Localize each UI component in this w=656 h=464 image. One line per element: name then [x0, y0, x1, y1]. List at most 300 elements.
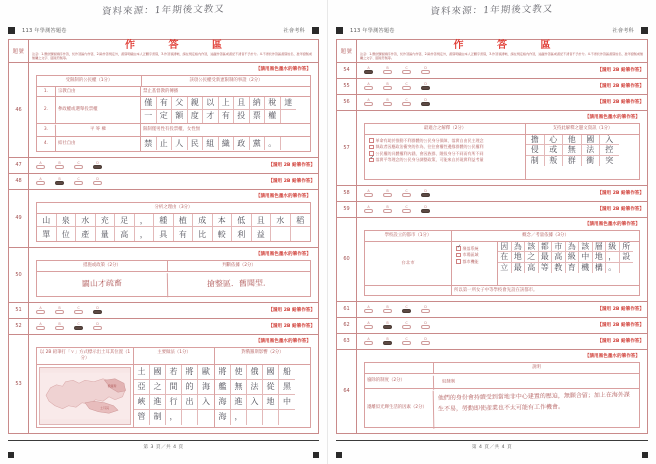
handwriting-cell [247, 410, 263, 425]
bubble-group-56[interactable] [364, 98, 430, 106]
checkbox-empty-icon[interactable] [456, 253, 461, 258]
handwriting-cell: 他 [563, 135, 582, 146]
bubble-group-52[interactable] [36, 322, 102, 330]
handwriting-cell: 控 [600, 145, 619, 156]
handwriting-cell: 位 [57, 227, 77, 241]
handwriting-cell: 才 [203, 110, 219, 123]
bubble-oval[interactable] [421, 102, 430, 106]
handwriting-line [37, 227, 310, 241]
bubble-oval[interactable] [36, 165, 45, 169]
bubble-label: B [386, 305, 389, 310]
bubble-option-b[interactable] [383, 189, 392, 197]
bubble-option-d[interactable] [93, 306, 102, 314]
handwriting-cell: 水 [76, 214, 96, 228]
q60-options[interactable] [451, 242, 497, 285]
bubble-group-47[interactable] [36, 161, 102, 169]
bubble-option-b[interactable] [55, 306, 64, 314]
bubble-label: A [367, 82, 370, 87]
handwriting-cell: 船 [279, 365, 295, 380]
bubble-option-d[interactable] [93, 177, 102, 185]
bubble-oval[interactable] [421, 193, 430, 197]
bubble-label: B [58, 306, 61, 311]
pen-instruction-2b: 【請用 2B 鉛筆作答】 [597, 323, 644, 329]
bubble-label: A [367, 337, 370, 342]
handwriting-line [215, 365, 295, 380]
handwriting-cell: 投 [234, 110, 250, 123]
handwriting-cell: 立 [498, 263, 512, 274]
bubble-option-a[interactable] [364, 82, 373, 90]
registration-mark-icon [641, 27, 648, 34]
handwritten-source-note: 資料來源：1年期後文教又 [101, 3, 226, 18]
handwriting-line [215, 410, 295, 425]
bubble-option-d[interactable] [421, 305, 430, 313]
bubble-label: C [405, 305, 408, 310]
question-row-46 [9, 63, 318, 158]
handwriting-cell [279, 410, 295, 425]
answer-instructions: 注意：1.應依題號順序作答，於作答區內作答，2.除作答規定外，畫寫明確由本人正體字書寫，3.作答須清晰，請在規定格內作答，逾越作答區或畫記不清者不予計分。4.不得於作答區畫寫姓名、准考證號或無關之文字、圖案符號等。 [32, 52, 312, 61]
bubble-oval[interactable] [74, 326, 83, 330]
footer-divider [336, 440, 648, 442]
bubble-label: C [405, 66, 408, 71]
bubble-option-c[interactable] [74, 177, 83, 185]
pen-instruction-2b: 【請用 2B 鉛筆作答】 [268, 163, 315, 169]
pen-instruction-black: 【請用黑色墨水的筆作答】 [255, 251, 311, 257]
bubble-oval[interactable] [402, 341, 411, 345]
checkbox-label: 執政者因應政治衝突的作為，往往會權性邊緣群體的公民權利 [375, 144, 484, 150]
bubble-oval[interactable] [402, 193, 411, 197]
handwriting-cell: 侵 [526, 145, 545, 156]
bubble-option-a[interactable] [36, 161, 45, 169]
bubble-option-a[interactable] [364, 205, 373, 213]
bubble-option-c[interactable] [402, 305, 411, 313]
bubble-label: D [424, 66, 427, 71]
bubble-oval[interactable] [364, 193, 373, 197]
question-number: 57 [337, 111, 357, 185]
handwriting-cell: 為 [566, 242, 580, 253]
bubble-option-d[interactable] [421, 66, 430, 74]
handwriting-cell: 益 [252, 227, 272, 241]
bubble-oval[interactable] [93, 326, 102, 330]
bubble-option-d[interactable] [421, 321, 430, 329]
handwriting-cell: 度 [188, 110, 204, 123]
checkbox-option[interactable] [456, 246, 493, 251]
bubble-option-c[interactable] [74, 161, 83, 169]
bubble-oval[interactable] [36, 181, 45, 185]
handwriting-cell: 間 [166, 380, 182, 395]
bubble-label: B [58, 161, 61, 166]
bubble-option-a[interactable] [364, 98, 373, 106]
row-index: 4. [43, 140, 49, 146]
row-right-handwriting: 平 等 權 [55, 123, 140, 136]
handwriting-cell: 利 [232, 227, 252, 241]
bubble-oval[interactable] [383, 86, 392, 90]
bubble-oval[interactable] [55, 326, 64, 330]
handwriting-cell: 在 [498, 252, 512, 263]
q60-col-header-city: 學校設立的都市（1分） [384, 232, 432, 238]
handwriting-cell: 地 [512, 252, 526, 263]
page-number-left: 第 3 頁／共 4 頁 [143, 445, 184, 450]
bubble-option-b[interactable] [383, 82, 392, 90]
bubble-oval[interactable] [383, 102, 392, 106]
handwriting-cell: 水 [271, 214, 291, 228]
bubble-option-c[interactable] [402, 321, 411, 329]
bubble-oval[interactable] [55, 181, 64, 185]
bubble-label: C [405, 189, 408, 194]
q50-answer-measure: 闢山才疏畜 [81, 278, 123, 289]
bubble-oval[interactable] [36, 326, 45, 330]
bubble-oval[interactable] [93, 310, 102, 314]
q57-options[interactable] [365, 135, 525, 179]
handwriting-cell [291, 227, 311, 241]
handwriting-cell: 歐 [198, 365, 214, 380]
bubble-option-b[interactable] [55, 161, 64, 169]
bubble-option-b[interactable] [55, 322, 64, 330]
q60-col-header-concept: 概念／考量依據（3分） [451, 231, 639, 241]
bubble-oval[interactable] [74, 310, 83, 314]
bubble-label: B [58, 177, 61, 182]
bubble-group-58[interactable] [364, 189, 430, 197]
question-number: 51 [9, 303, 29, 318]
handwriting-cell: 因 [498, 242, 512, 253]
bubble-option-a[interactable] [364, 305, 373, 313]
handwriting-cell [281, 110, 297, 123]
bubble-option-d[interactable] [93, 161, 102, 169]
bubble-label: A [367, 189, 370, 194]
bubble-option-c[interactable] [402, 66, 411, 74]
handwriting-line [141, 97, 296, 110]
bubble-oval[interactable] [55, 310, 64, 314]
bubble-option-c[interactable] [402, 98, 411, 106]
question-number: 50 [9, 248, 29, 302]
handwriting-cell: 額 [172, 110, 188, 123]
handwriting-cell: 較 [213, 227, 233, 241]
checkbox-option[interactable] [369, 138, 521, 143]
handwriting-cell: ， [166, 410, 182, 425]
handwriting-cell: 海 [198, 380, 214, 395]
checkbox-checked-icon[interactable] [369, 158, 374, 163]
bubble-oval[interactable] [421, 70, 430, 74]
pen-instruction-2b: 【請用 2B 鉛筆作答】 [597, 339, 644, 345]
pen-instruction-black: 【請用黑色墨水的筆作答】 [584, 114, 640, 120]
checkbox-empty-icon[interactable] [369, 145, 374, 150]
bubble-oval[interactable] [383, 209, 392, 213]
svg-text:土耳其: 土耳其 [99, 405, 110, 410]
bubble-oval[interactable] [421, 309, 430, 313]
pen-instruction-2b: 【請用 2B 鉛筆作答】 [597, 84, 644, 90]
handwriting-cell: 泉 [57, 214, 77, 228]
bubble-option-c[interactable] [74, 322, 83, 330]
bubble-label: C [77, 322, 80, 327]
bubble-group-54[interactable] [364, 66, 430, 74]
bubble-group-61[interactable] [364, 305, 430, 313]
bubble-oval[interactable] [383, 70, 392, 74]
bubble-oval[interactable] [364, 209, 373, 213]
bubble-option-c[interactable] [402, 189, 411, 197]
bubble-option-d[interactable] [93, 322, 102, 330]
question-number: 58 [337, 186, 357, 201]
bubble-oval[interactable] [364, 309, 373, 313]
bubble-oval[interactable] [383, 325, 392, 329]
bubble-label: D [424, 82, 427, 87]
footer-divider [8, 440, 319, 442]
handwriting-cell: 上 [219, 97, 235, 110]
answer-zone-title: 作 答 區 [453, 40, 566, 51]
pen-instruction-2b: 【請用 2B 鉛筆作答】 [268, 308, 315, 314]
bubble-group-51[interactable] [36, 306, 102, 314]
bubble-oval[interactable] [364, 102, 373, 106]
handwriting-cell: 之 [150, 380, 166, 395]
bubble-oval[interactable] [55, 165, 64, 169]
bubble-label: A [367, 205, 370, 210]
handwriting-line [498, 252, 633, 263]
bubble-label: A [39, 322, 42, 327]
bubble-oval[interactable] [364, 325, 373, 329]
question-number: 55 [337, 79, 357, 94]
handwriting-cell: 高 [525, 263, 539, 274]
checkbox-checked-icon[interactable] [456, 246, 461, 251]
bubble-oval[interactable] [402, 70, 411, 74]
bubble-label: A [367, 321, 370, 326]
bubble-oval[interactable] [402, 309, 411, 313]
handwriting-cell: 有 [157, 97, 173, 110]
handwriting-cell: 育 [566, 263, 580, 274]
bubble-oval[interactable] [421, 341, 430, 345]
bubble-oval[interactable] [402, 86, 411, 90]
bubble-option-a[interactable] [364, 189, 373, 197]
handwriting-cell: 國 [150, 365, 166, 380]
europe-turkey-map-icon[interactable] [39, 367, 131, 425]
handwritten-source-note: 資料來源：1年期後文教又 [430, 3, 554, 18]
q57-table [364, 123, 640, 180]
q50-answer-basis: 搶整區．舊聞型． [167, 271, 310, 297]
question-number-header: 題號 [337, 40, 357, 62]
q57-answer-grid [525, 135, 639, 179]
handwriting-line [498, 263, 633, 274]
bubble-oval[interactable] [364, 341, 373, 345]
bubble-group-55[interactable] [364, 82, 430, 90]
question-row-58 [337, 186, 647, 202]
q60-table [364, 230, 640, 296]
bubble-label: A [39, 306, 42, 311]
handwriting-cell: ， [135, 227, 155, 241]
bubble-option-d[interactable] [421, 337, 430, 345]
pen-instruction-black: 【請用黑色墨水的筆作答】 [255, 66, 311, 72]
answer-table-header [337, 40, 647, 63]
bubble-option-d[interactable] [421, 189, 430, 197]
question-number: 47 [9, 158, 29, 173]
handwriting-cell: 心 [545, 135, 564, 146]
checkbox-option[interactable] [369, 144, 521, 149]
handwriting-cell: 入 [247, 395, 263, 410]
q46-table [36, 75, 311, 152]
handwriting-line [134, 410, 214, 425]
q57-col-header-explain: 最適合之解釋（2分） [423, 125, 467, 131]
handwriting-line [134, 380, 214, 395]
handwriting-cell: 政 [234, 137, 250, 151]
handwriting-cell: 入 [198, 395, 214, 410]
bubble-option-a[interactable] [364, 321, 373, 329]
bubble-label: D [96, 306, 99, 311]
bubble-label: A [39, 177, 42, 182]
handwriting-cell: 權 [265, 110, 281, 123]
bubble-option-c[interactable] [402, 337, 411, 345]
bubble-option-b[interactable] [55, 177, 64, 185]
bubble-group-63[interactable] [364, 337, 430, 345]
question-row-51 [9, 303, 318, 319]
bubble-option-b[interactable] [383, 337, 392, 345]
handwriting-cell: 海 [215, 395, 231, 410]
bubble-group-48[interactable] [36, 177, 102, 185]
bubble-oval[interactable] [383, 193, 392, 197]
q46-col-header-right: 受限制的公民權（1分） [65, 77, 113, 83]
bubble-option-c[interactable] [402, 205, 411, 213]
handwriting-line [215, 395, 295, 410]
bubble-group-59[interactable] [364, 205, 430, 213]
handwriting-cell: 單 [37, 227, 57, 241]
answer-zone-title: 作 答 區 [125, 40, 237, 51]
checkbox-option[interactable] [369, 151, 521, 156]
bubble-oval[interactable] [93, 181, 102, 185]
page-header-left [8, 24, 319, 36]
checkbox-empty-icon[interactable] [456, 259, 461, 264]
bubble-option-c[interactable] [74, 306, 83, 314]
handwriting-cell: 設 [620, 252, 634, 263]
bubble-option-b[interactable] [383, 205, 392, 213]
question-number: 60 [337, 218, 357, 301]
handwriting-cell: 組 [203, 137, 219, 151]
bubble-label: D [424, 321, 427, 326]
handwriting-cell: 比 [193, 227, 213, 241]
pen-instruction-2b: 【請用 2B 鉛筆作答】 [597, 191, 644, 197]
handwriting-cell: 山 [37, 214, 57, 228]
answer-table-right [336, 39, 648, 434]
q46-row-4 [37, 137, 310, 151]
bubble-option-a[interactable] [36, 306, 45, 314]
handwriting-cell: 管 [134, 410, 150, 425]
handwriting-cell: 定 [157, 110, 173, 123]
bubble-label: A [367, 98, 370, 103]
bubble-option-a[interactable] [36, 177, 45, 185]
bubble-label: D [424, 98, 427, 103]
bubble-oval[interactable] [74, 181, 83, 185]
checkbox-label: 革命有助於推動不利群體的公民身分保障，落實自由民主理念 [375, 137, 484, 143]
handwriting-cell: ， [606, 252, 620, 263]
handwriting-cell: 僅 [141, 97, 157, 110]
page-header-right [336, 24, 648, 36]
bubble-oval[interactable] [36, 310, 45, 314]
handwriting-cell: 止 [157, 137, 173, 151]
bubble-oval[interactable] [421, 209, 430, 213]
q53-map-cell[interactable] [37, 365, 133, 427]
bubble-option-b[interactable] [383, 321, 392, 329]
checkbox-option[interactable] [369, 157, 521, 162]
handwriting-cell: 使 [231, 365, 247, 380]
handwriting-cell: 地 [593, 252, 607, 263]
bubble-label: B [386, 66, 389, 71]
question-number: 63 [337, 334, 357, 349]
bubble-label: D [424, 189, 427, 194]
bubble-option-b[interactable] [383, 66, 392, 74]
bubble-oval[interactable] [74, 165, 83, 169]
handwriting-cell: 市 [552, 242, 566, 253]
bubble-oval[interactable] [402, 209, 411, 213]
question-row-47 [9, 158, 318, 174]
bubble-oval[interactable] [421, 325, 430, 329]
row-index: 3. [43, 126, 49, 132]
bubble-oval[interactable] [93, 165, 102, 169]
row-evidence-printed: 禁止基督教的傳播 [140, 87, 310, 96]
bubble-option-a[interactable] [364, 66, 373, 74]
question-row-63 [337, 334, 647, 350]
bubble-option-d[interactable] [421, 82, 430, 90]
bubble-label: A [367, 66, 370, 71]
svg-text:俄羅斯: 俄羅斯 [107, 383, 117, 388]
handwriting-cell: 成 [193, 214, 213, 228]
q50-col-header-measure: 措施或政策（2分） [83, 262, 121, 268]
handwriting-cell: 衝 [582, 156, 601, 167]
bubble-label: B [386, 82, 389, 87]
handwriting-cell [620, 263, 634, 274]
checkbox-empty-icon[interactable] [369, 138, 374, 143]
checkbox-option[interactable] [456, 259, 493, 264]
handwriting-line [37, 214, 310, 228]
bubble-group-62[interactable] [364, 321, 430, 329]
handwriting-cell [271, 227, 291, 241]
bubble-oval[interactable] [421, 86, 430, 90]
bubble-label: C [405, 82, 408, 87]
bubble-oval[interactable] [383, 309, 392, 313]
answer-table-header [9, 40, 318, 63]
checkbox-option[interactable] [456, 252, 493, 257]
q49-col-header: 分析之理由（3分） [154, 204, 193, 210]
bubble-oval[interactable] [364, 70, 373, 74]
bubble-option-c[interactable] [402, 82, 411, 90]
bubble-oval[interactable] [402, 102, 411, 106]
bubble-label: A [367, 305, 370, 310]
q53-table [36, 347, 311, 428]
handwriting-cell: 行 [166, 395, 182, 410]
handwriting-cell: 票 [250, 110, 266, 123]
q60-answer-city: 台北市 [401, 260, 415, 266]
bubble-oval[interactable] [364, 86, 373, 90]
bubble-oval[interactable] [402, 325, 411, 329]
bubble-option-b[interactable] [383, 98, 392, 106]
bubble-option-a[interactable] [364, 337, 373, 345]
registration-mark-icon [312, 27, 319, 34]
handwriting-cell: 的 [182, 380, 198, 395]
q53-method-grid [133, 365, 214, 427]
handwriting-line [141, 137, 296, 151]
handwriting-cell: 納 [250, 97, 266, 110]
bubble-label: D [424, 337, 427, 342]
bubble-oval[interactable] [383, 341, 392, 345]
handwriting-cell: 種 [154, 214, 174, 228]
bubble-label: B [386, 337, 389, 342]
handwriting-cell: 有 [219, 110, 235, 123]
handwriting-cell: 若 [166, 365, 182, 380]
handwriting-cell: 一 [141, 110, 157, 123]
handwriting-cell: 級 [606, 242, 620, 253]
handwriting-cell: 無 [563, 145, 582, 156]
answer-sheet-page-4 [328, 0, 656, 464]
bubble-option-d[interactable] [421, 205, 430, 213]
exam-title: 113 年學測答題卷 [350, 27, 395, 34]
bubble-option-b[interactable] [383, 305, 392, 313]
bubble-option-d[interactable] [421, 98, 430, 106]
bubble-option-a[interactable] [36, 322, 45, 330]
handwriting-cell [182, 410, 198, 425]
question-row-62 [337, 318, 647, 334]
